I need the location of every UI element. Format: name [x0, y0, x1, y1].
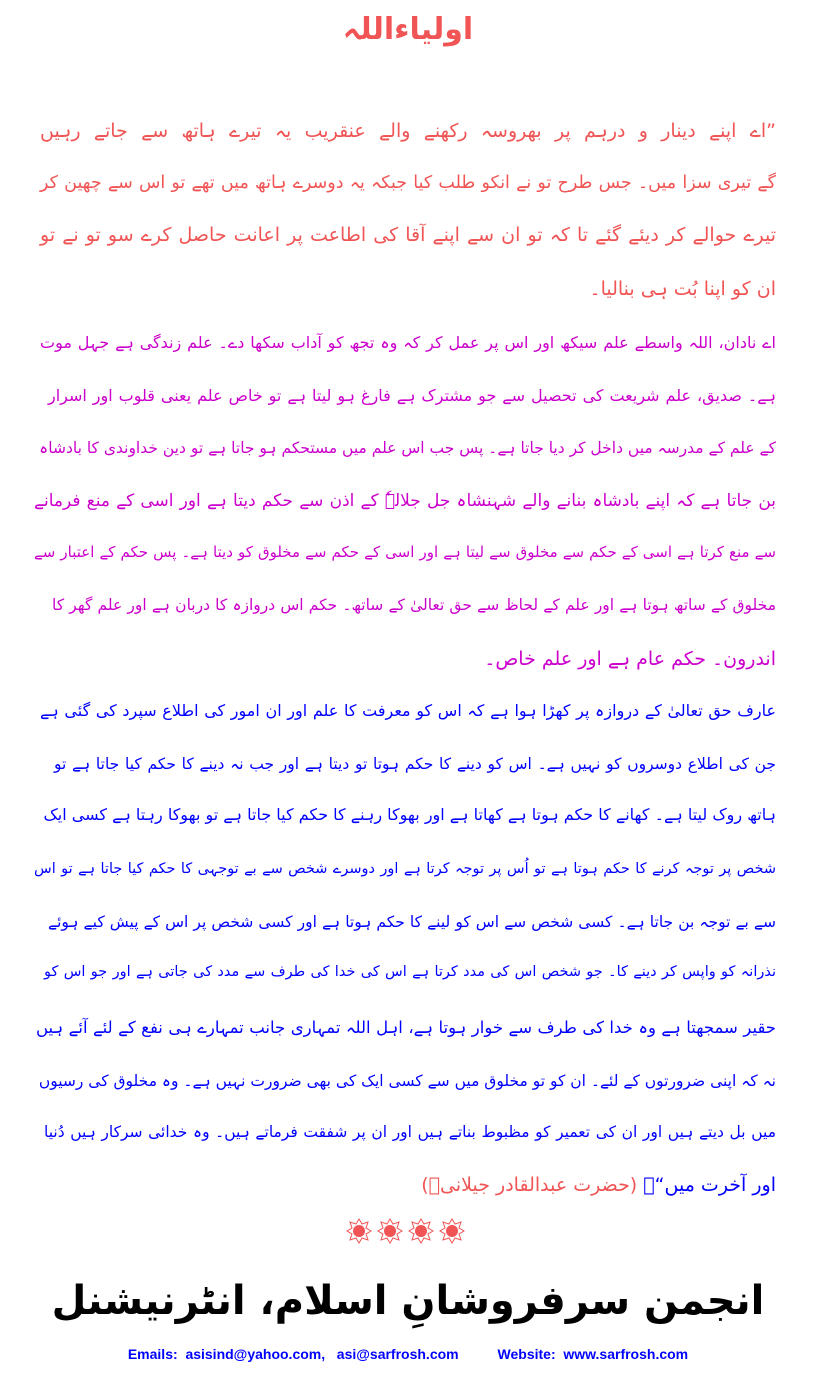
red-paragraph-line: [40, 116, 776, 146]
blue-paragraph-line: [36, 1013, 776, 1043]
red-paragraph-line: [40, 168, 776, 198]
line-text: اور آخرت میں“۔: [637, 1174, 776, 1196]
star-rosette-icon: [346, 1218, 372, 1244]
line-text: سے بے توجہ بن جاتا ہے۔ کسی شخص سے اس کو لینے کا حکم ہوتا ہے اور کسی شخص پر اس کے پیش کیے ہوئے: [48, 913, 776, 931]
line-text: کے علم کے مدرسہ میں داخل کر دیا جاتا ہے۔ پس جب اس علم میں مستحکم ہو جاتا ہے تو دین خداوندی کا بادشاہ: [39, 439, 776, 457]
line-text: عارف حق تعالیٰ کے دروازہ پر کھڑا ہوا ہے کہ اس کو معرفت کا علم اور ان امور کی اطلاع سپرد کی گئی ہے: [40, 701, 776, 720]
line-text: ہے۔ صدیق، علم شریعت کی تحصیل سے جو مشترک ہے فارغ ہو لیتا ہے تو خاص علم یعنی قلوب اور اسرار: [48, 386, 776, 405]
line-text: نہ کہ اپنی ضرورتوں کے لئے۔ ان کو تو مخلوق میں سے کسی ایک کی بھی ضرورت نہیں ہے۔ وہ مخلوق کی رسیوں: [38, 1072, 776, 1090]
line-text: تیرے حوالے کر دیئے گئے تا کہ تو ان سے اپنے آقا کی اطاعت پر اعانت حاصل کرے سو تو نے تو: [40, 224, 776, 246]
blue-paragraph-line: [44, 957, 776, 987]
page-title: اولیاءاللہ: [342, 12, 474, 47]
line-text: مخلوق کے ساتھ ہوتا ہے اور علم کے لحاظ سے حق تعالیٰ کے ساتھ۔ حکم اس دروازہ کا دربان ہے اور علم گھر کا: [52, 596, 776, 614]
magenta-paragraph-line: [40, 644, 776, 674]
star-rosette-icon: [439, 1218, 465, 1244]
magenta-paragraph-line: [52, 590, 776, 620]
line-text: شخص پر توجہ کرنے کا حکم ہوتا ہے تو اُس پر توجہ کرتا ہے اور دوسرے شخص سے بے توجہی کا حکم کیا جاتا ہے تو اس: [34, 861, 776, 877]
line-text: جن کی اطلاع دوسروں کو نہیں ہے۔ اس کو دینے کا حکم ہوتا تو دیتا ہے اور جب نہ دینے کا حکم کیا جاتا ہے تو: [54, 755, 776, 773]
blue-paragraph-line: [44, 1117, 776, 1147]
emails-label: Emails:: [127, 1346, 178, 1362]
blue-paragraph-line: [40, 1170, 776, 1200]
blue-paragraph-line: [48, 907, 776, 937]
magenta-paragraph-line: [40, 328, 776, 358]
line-text: میں بل دیتے ہیں اور ان کی تعمیر کو مظبوط بناتے ہیں اور ان پر شفقت فرماتے ہیں۔ وہ خدائی سرکار ہیں دُنیا: [44, 1123, 776, 1141]
star-rosette-icon: [377, 1218, 403, 1244]
line-text: بن جاتا ہے کہ اپنے بادشاہ بنانے والے شہنشاہ جل جلالہٗ کے اذن سے حکم دیتا ہے اور اسی کے منع فرمانے: [34, 491, 776, 511]
blue-paragraph-line: [44, 800, 776, 830]
organization-name: انجمن سرفروشانِ اسلام، انٹرنیشنل: [51, 1278, 765, 1324]
website-link[interactable]: www.sarfrosh.com: [563, 1346, 689, 1362]
line-text: اندرون۔ حکم عام ہے اور علم خاص۔: [484, 648, 776, 670]
red-paragraph-line: [40, 274, 776, 304]
magenta-paragraph-line: [48, 381, 776, 411]
line-text: نذرانہ کو واپس کر دینے کا۔ جو شخص اس کی مدد کرتا ہے اس کی خدا کی طرف سے مدد کی جاتی ہے اور جو اس کو: [44, 964, 776, 980]
citation: (حضرت عبدالقادر جیلانیؒ): [421, 1174, 638, 1196]
website-label: Website:: [497, 1346, 556, 1362]
line-text: گے تیری سزا میں۔ جس طرح تو نے انکو طلب کیا جبکہ یہ دوسرے ہاتھ میں تھے تو اس سے چھین کر: [40, 173, 776, 193]
blue-paragraph-line: [54, 749, 776, 779]
line-text: ہاتھ روک لیتا ہے۔ کھانے کا حکم ہوتا ہے کھاتا ہے اور بھوکا رہنے کا حکم کیا جاتا ہے تو بھوکا رہتا ہے کسی ایک: [43, 805, 776, 824]
magenta-paragraph-line: [34, 486, 776, 516]
line-text: اے نادان، اللہ واسطے علم سیکھ اور اس پر عمل کر کہ وہ تجھ کو آداب سکھا دے۔ علم زندگی ہے جہل موت: [40, 333, 776, 352]
ornament-row: [346, 1218, 465, 1244]
blue-paragraph-line: [34, 854, 776, 884]
email-link-2[interactable]: asi@sarfrosh.com: [336, 1346, 459, 1362]
line-text: ”اے اپنے دینار و درہم پر بھروسہ رکھنے والے عنقریب یہ تیرے ہاتھ سے جاتے رہیں: [40, 120, 776, 142]
magenta-paragraph-line: [34, 537, 776, 567]
blue-paragraph-line: [40, 1066, 776, 1096]
red-paragraph-line: [40, 220, 776, 250]
line-text: سے منع کرتا ہے اسی کے حکم سے مخلوق سے لیتا ہے اور اسی کے حکم سے مخلوق کو دیتا ہے۔ پس حکم کے اعتبار سے: [34, 543, 776, 561]
blue-paragraph-line: [40, 696, 776, 726]
contact-line: [0, 1346, 816, 1362]
line-text: حقیر سمجھتا ہے وہ خدا کی طرف سے خوار ہوتا ہے، اہل اللہ تمہاری جانب تمہارے ہی نفع کے لئے آئے ہیں: [36, 1018, 776, 1037]
line-text: ان کو اپنا بُت ہی بنالیا۔: [589, 278, 776, 300]
magenta-paragraph-line: [40, 433, 776, 463]
star-rosette-icon: [408, 1218, 434, 1244]
email-link-1[interactable]: asisind@yahoo.com,: [185, 1346, 326, 1362]
